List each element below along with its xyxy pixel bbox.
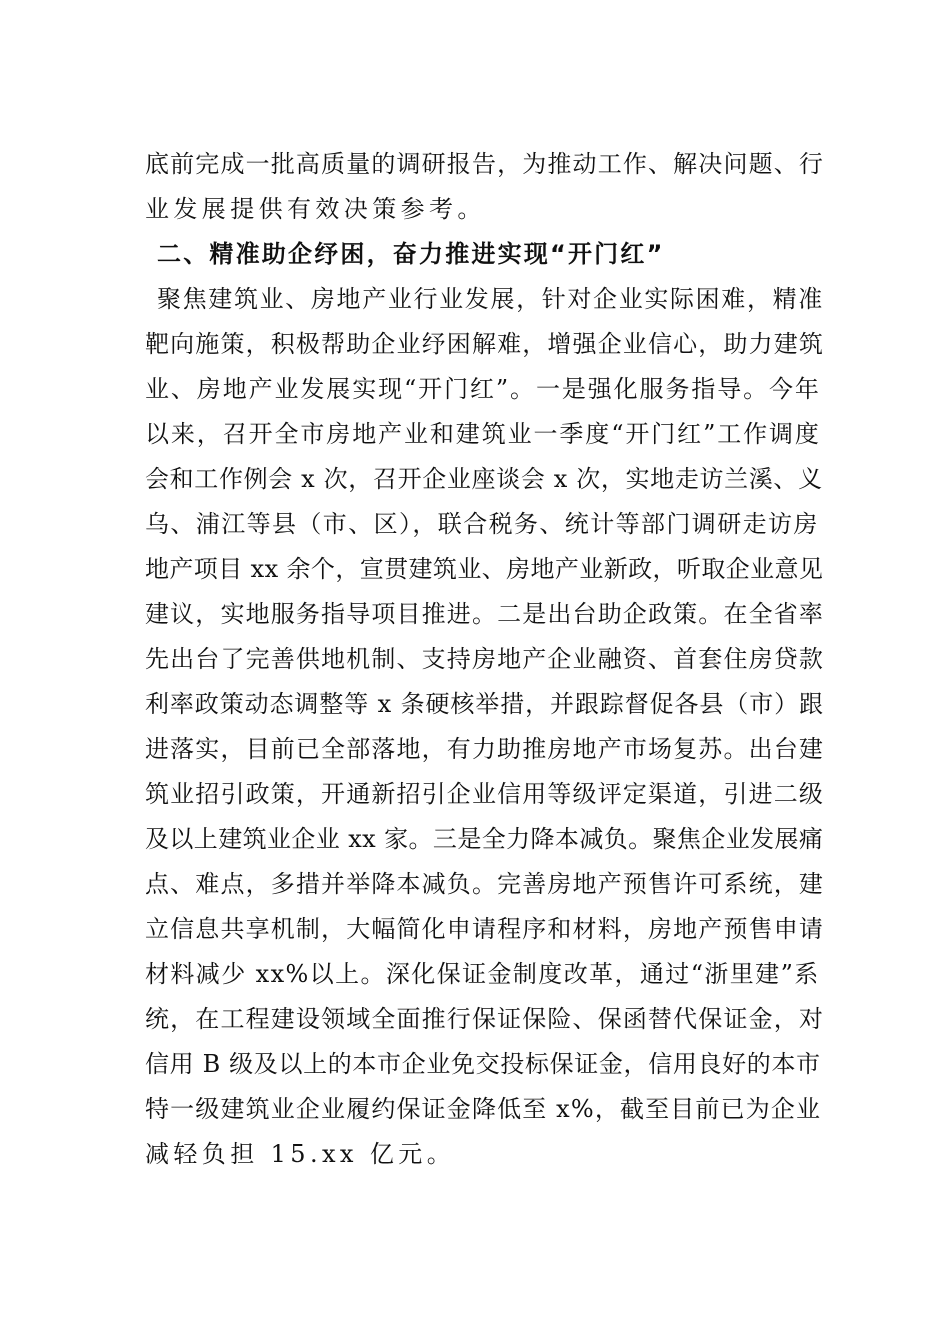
paragraph-line: 以来，召开全市房地产业和建筑业一季度“开门红”工作调度 <box>145 420 821 448</box>
paragraph-line: 材料减少 xx%以上。深化保证金制度改革，通过“浙里建”系 <box>145 960 820 988</box>
paragraph-line: 特一级建筑业企业履约保证金降低至 x%，截至目前已为企业 <box>145 1095 822 1123</box>
paragraph-line: 及以上建筑业企业 xx 家。三是全力降本减负。聚焦企业发展痛 <box>145 825 824 853</box>
paragraph-line: 靶向施策，积极帮助企业纾困解难，增强企业信心，助力建筑 <box>145 330 825 358</box>
paragraph-line: 利率政策动态调整等 x 条硬核举措，并跟踪督促各县（市）跟 <box>145 690 824 718</box>
paragraph-line: 统，在工程建设领域全面推行保证保险、保函替代保证金，对 <box>145 1005 825 1033</box>
paragraph-line: 业、房地产业发展实现“开门红”。一是强化服务指导。今年 <box>145 375 821 403</box>
paragraph-line: 点、难点，多措并举降本减负。完善房地产预售许可系统，建 <box>145 870 825 898</box>
paragraph-line: 乌、浦江等县（市、区），联合税务、统计等部门调研走访房 <box>145 510 819 538</box>
paragraph-line: 业发展提供有效决策参考。 <box>145 195 486 223</box>
paragraph-line: 底前完成一批高质量的调研报告，为推动工作、解决问题、行 <box>145 150 825 178</box>
paragraph-line: 减轻负担 15.xx 亿元。 <box>145 1140 456 1168</box>
section-heading: 二、精准助企纾困，奋力推进实现“开门红” <box>157 240 665 268</box>
paragraph-line: 会和工作例会 x 次，召开企业座谈会 x 次，实地走访兰溪、义 <box>145 465 823 493</box>
paragraph-line: 聚焦建筑业、房地产业行业发展，针对企业实际困难，精准 <box>157 285 824 313</box>
paragraph-line: 进落实，目前已全部落地，有力助推房地产市场复苏。出台建 <box>145 735 825 763</box>
paragraph-line: 建议，实地服务指导项目推进。二是出台助企政策。在全省率 <box>145 600 825 628</box>
paragraph-line: 先出台了完善供地机制、支持房地产企业融资、首套住房贷款 <box>145 645 825 673</box>
paragraph-line: 立信息共享机制，大幅简化申请程序和材料，房地产预售申请 <box>145 915 825 943</box>
paragraph-line: 筑业招引政策，开通新招引企业信用等级评定渠道，引进二级 <box>145 780 825 808</box>
paragraph-line: 地产项目 xx 余个，宣贯建筑业、房地产业新政，听取企业意见 <box>145 555 824 583</box>
paragraph-line: 信用 B 级及以上的本市企业免交投标保证金，信用良好的本市 <box>145 1050 821 1078</box>
